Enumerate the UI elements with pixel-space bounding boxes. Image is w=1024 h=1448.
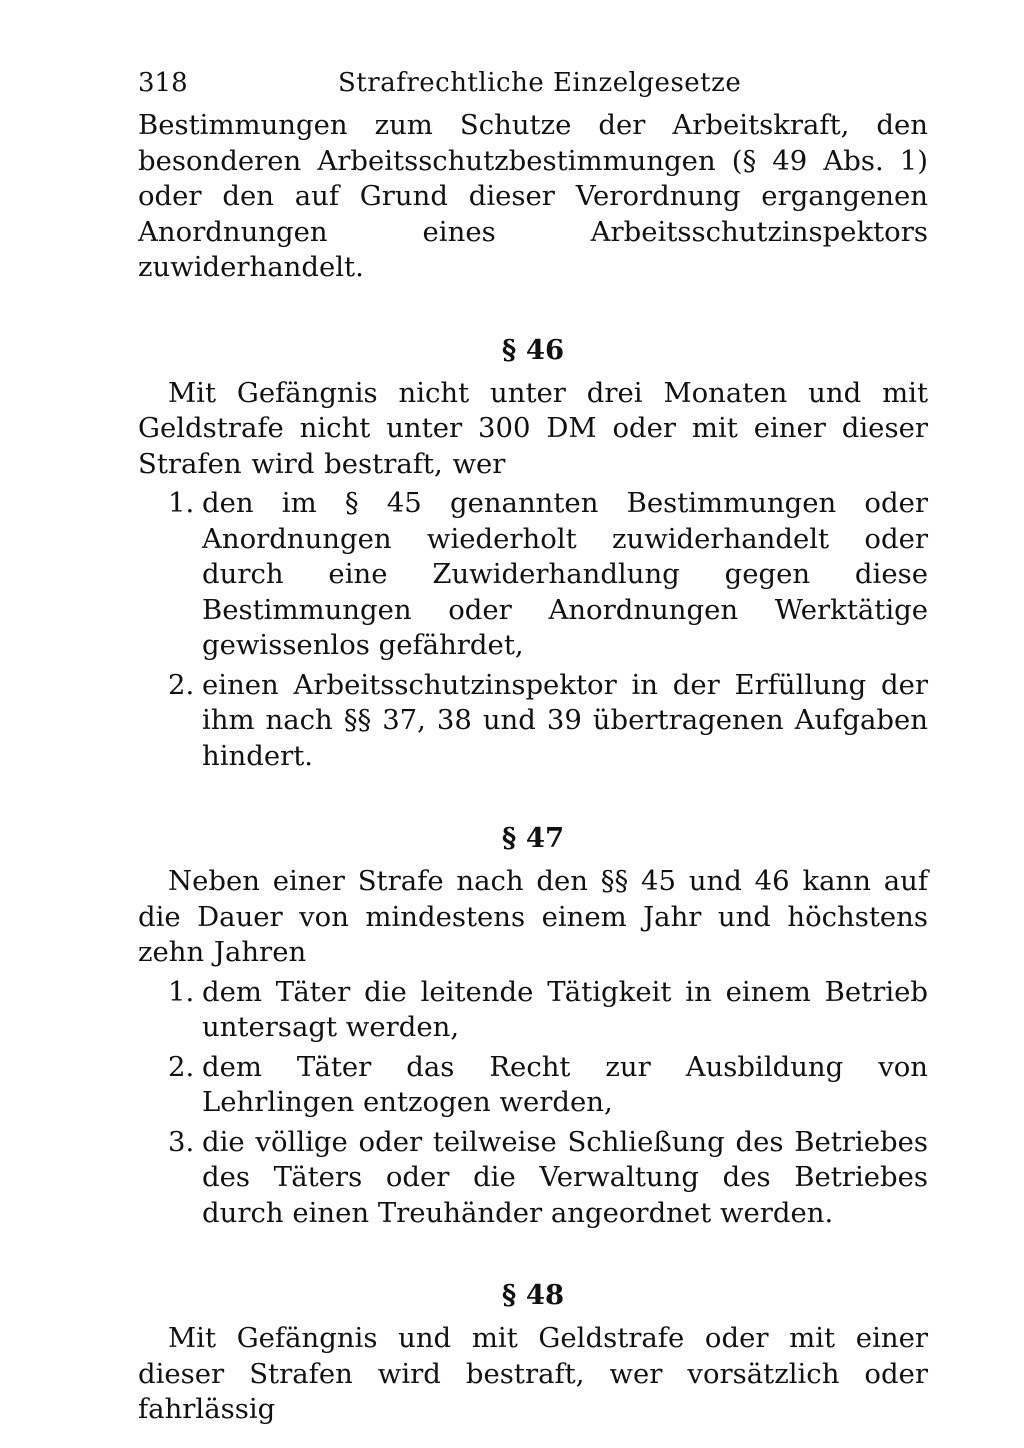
section-list bbox=[138, 486, 928, 774]
running-title: Strafrechtliche Einzelgesetze bbox=[338, 68, 742, 98]
section-heading: § 46 bbox=[501, 333, 565, 366]
section-list bbox=[138, 975, 928, 1232]
section-heading: § 48 bbox=[501, 1279, 565, 1311]
list-item bbox=[138, 486, 928, 664]
list-item-number: 2. bbox=[168, 668, 195, 701]
list-item-text: den im § 45 genannten Bestimmungen oder Anordnungen wiederholt zuwiderhandelt oder durch eine Zuwiderhandlung gegen diese Bestimmungen oder Anordnungen Werktätige gewissenlos gefährdet, bbox=[202, 487, 928, 661]
section-48 bbox=[138, 1277, 928, 1428]
list-item-number: 1. bbox=[168, 975, 195, 1008]
section-paragraph: Neben einer Strafe nach den §§ 45 und 46 kann auf die Dauer von mindestens einem Jahr und höchstens zehn Jahren bbox=[138, 865, 928, 968]
list-item-number: 3. bbox=[168, 1125, 195, 1158]
section-paragraph: Mit Gefängnis und mit Geldstrafe oder mit einer dieser Strafen wird bestraft, wer vorsätzlich oder fahrlässig bbox=[138, 1322, 928, 1425]
list-item bbox=[138, 1125, 928, 1232]
list-item bbox=[138, 1050, 928, 1121]
page-number: 318 bbox=[138, 68, 188, 98]
list-item-number: 1. bbox=[168, 487, 195, 519]
list-item-text: dem Täter die leitende Tätigkeit in einem Betrieb untersagt werden, bbox=[202, 975, 928, 1043]
page-header bbox=[138, 68, 928, 108]
list-item-text: einen Arbeitsschutzinspektor in der Erfüllung der ihm nach §§ 37, 38 und 39 übertragenen Aufgaben hindert. bbox=[202, 668, 928, 772]
document-page bbox=[138, 68, 928, 1428]
list-item bbox=[138, 668, 928, 775]
section-heading: § 47 bbox=[501, 822, 565, 854]
list-item bbox=[138, 975, 928, 1046]
section-paragraph: Mit Gefängnis nicht unter drei Monaten und mit Geldstrafe nicht unter 300 DM oder mit einer dieser Strafen wird bestraft, wer bbox=[138, 376, 928, 480]
section-46 bbox=[138, 332, 928, 775]
list-item-number: 2. bbox=[168, 1050, 195, 1083]
intro-paragraph: Bestimmungen zum Schutze der Arbeitskraft, den besonderen Arbeitsschutzbestimmungen (§ 49 Abs. 1) oder den auf Grund dieser Verordnung ergangenen Anordnungen eines Arbeitsschutzinspektors zuwiderhandelt. bbox=[138, 109, 928, 283]
section-47 bbox=[138, 820, 928, 1231]
list-item-text: dem Täter das Recht zur Ausbildung von Lehrlingen entzogen werden, bbox=[202, 1050, 928, 1118]
list-item-text: die völlige oder teilweise Schließung des Betriebes des Täters oder die Verwaltung des Betriebes durch einen Treuhänder angeordnet werden. bbox=[202, 1125, 928, 1229]
